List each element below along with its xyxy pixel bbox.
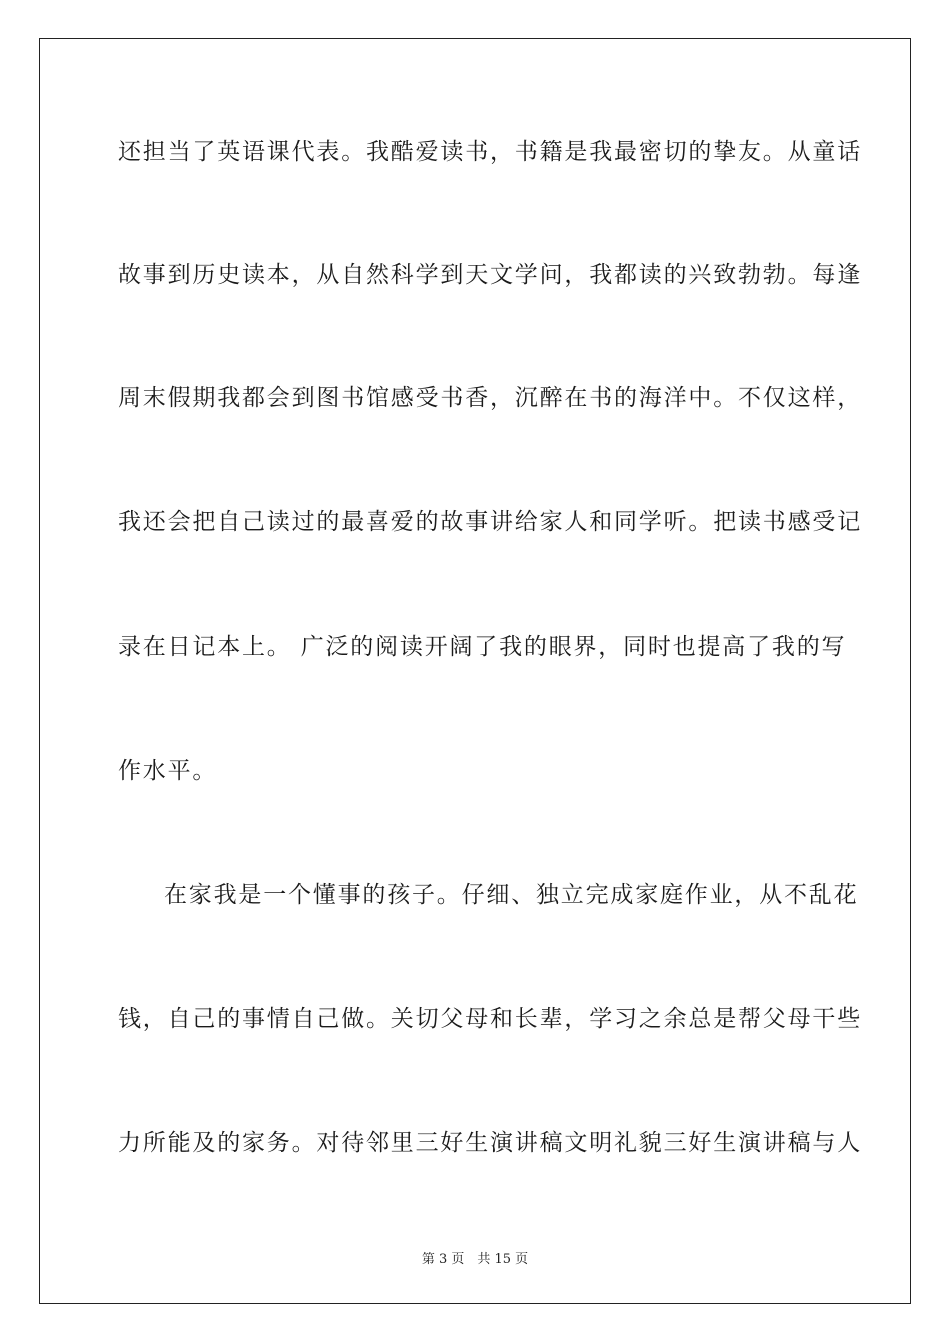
- body-text-line: 力所能及的家务。对待邻里三好生演讲稿文明礼貌三好生演讲稿与人: [118, 1130, 862, 1156]
- body-text-line: 钱，自己的事情自己做。关切父母和长辈，学习之余总是帮父母干些: [118, 1006, 862, 1032]
- body-text-line: 录在日记本上。 广泛的阅读开阔了我的眼界，同时也提高了我的写: [118, 634, 847, 660]
- page-border: [39, 38, 911, 1304]
- body-text-line: 还担当了英语课代表。我酷爱读书，书籍是我最密切的挚友。从童话: [118, 139, 862, 165]
- body-text-line: 周末假期我都会到图书馆感受书香，沉醉在书的海洋中。不仅这样，: [118, 385, 862, 411]
- body-text-line: 作水平。: [118, 758, 218, 784]
- page-number-footer: 第 3 页 共 15 页: [421, 1252, 529, 1267]
- body-text-line: 故事到历史读本，从自然科学到天文学问，我都读的兴致勃勃。每逢: [118, 262, 862, 288]
- body-text-line: 我还会把自己读过的最喜爱的故事讲给家人和同学听。把读书感受记: [118, 509, 862, 535]
- paragraph-first-line: 在家我是一个懂事的孩子。仔细、独立完成家庭作业，从不乱花: [164, 882, 859, 908]
